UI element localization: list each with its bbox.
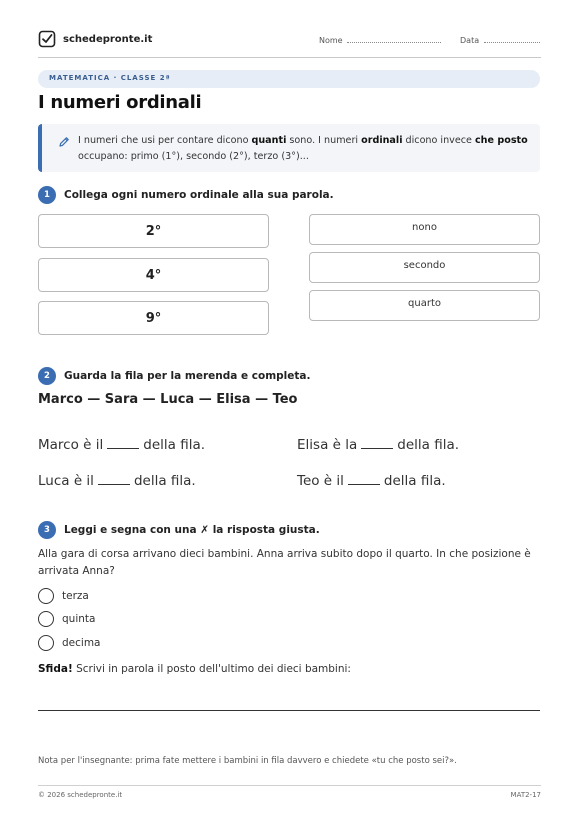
answer-blank[interactable] xyxy=(348,473,380,485)
intro-bold: quanti xyxy=(251,135,287,146)
challenge-prompt xyxy=(38,663,351,675)
name-blank[interactable] xyxy=(347,35,441,43)
option-label: quinta xyxy=(62,613,96,625)
question-paragraph: Alla gara di corsa arrivano dieci bambini. Anna arriva subito dopo il quarto. In che posizione è arrivata Anna? xyxy=(38,548,531,577)
teacher-note: Nota per l'insegnante: prima fate mettere i bambini in fila davvero e chiedete «tu che posto sei?». xyxy=(38,756,457,766)
question-number: 1 xyxy=(38,186,56,204)
site-name: schedepronte.it xyxy=(63,33,153,45)
question-3-header xyxy=(38,521,320,539)
ordinal-number-box[interactable]: 4° xyxy=(38,258,269,292)
fill-sentence xyxy=(297,437,459,453)
answer-option[interactable] xyxy=(38,635,100,651)
answer-option[interactable] xyxy=(38,588,89,604)
challenge-label: Sfida! xyxy=(38,663,73,675)
challenge-text: Scrivi in parola il posto dell'ultimo dei dieci bambini: xyxy=(72,663,351,675)
sentence-start: Luca è il xyxy=(38,473,94,489)
answer-option[interactable] xyxy=(38,611,95,627)
intro-part: occupano: primo (1°), secondo (2°), terzo (3°)... xyxy=(78,151,309,162)
header-divider xyxy=(38,57,541,58)
radio-circle[interactable] xyxy=(38,588,54,604)
copyright: © 2026 schedepronte.it xyxy=(38,791,123,799)
question-number: 3 xyxy=(38,521,56,539)
fill-sentence xyxy=(38,473,196,489)
radio-circle[interactable] xyxy=(38,635,54,651)
option-label: decima xyxy=(62,637,101,649)
ordinal-word-box[interactable]: quarto xyxy=(309,290,540,321)
sentence-end: della fila. xyxy=(143,437,206,453)
intro-part: dicono invece xyxy=(402,135,475,146)
question-1-header xyxy=(38,186,334,204)
challenge-answer-line[interactable] xyxy=(38,710,540,711)
option-label: terza xyxy=(62,590,89,602)
date-blank[interactable] xyxy=(484,35,540,43)
fill-sentence xyxy=(297,473,446,489)
sentence-end: della fila. xyxy=(383,473,446,489)
question-text: Collega ogni numero ordinale alla sua parola. xyxy=(64,189,334,201)
intro-box xyxy=(38,124,540,172)
ordinal-word-box[interactable]: secondo xyxy=(309,252,540,283)
ordinal-number-box[interactable]: 9° xyxy=(38,301,269,335)
sentence-start: Marco è il xyxy=(38,437,104,453)
sentence-start: Elisa è la xyxy=(297,437,358,453)
name-label: Nome xyxy=(319,36,343,45)
fill-sentence xyxy=(38,437,205,453)
intro-part: I numeri che usi per contare dicono xyxy=(78,135,252,146)
name-field xyxy=(319,35,441,45)
intro-bold: ordinali xyxy=(361,135,403,146)
intro-bold: che posto xyxy=(475,135,528,146)
snack-queue: Marco — Sara — Luca — Elisa — Teo xyxy=(38,392,298,407)
ordinal-number-box[interactable]: 2° xyxy=(38,214,269,248)
answer-blank[interactable] xyxy=(107,437,139,449)
brand xyxy=(38,30,152,48)
radio-circle[interactable] xyxy=(38,611,54,627)
pencil-icon xyxy=(58,136,70,148)
question-text: Guarda la fila per la merenda e completa. xyxy=(64,370,311,382)
answer-blank[interactable] xyxy=(98,473,130,485)
sheet-code: MAT2-17 xyxy=(510,791,541,799)
intro-part: sono. I numeri xyxy=(286,135,362,146)
intro-text xyxy=(78,133,528,165)
footer-divider xyxy=(38,785,541,786)
question-text: Leggi e segna con una ✗ la risposta giusta. xyxy=(64,524,320,536)
question-2-header xyxy=(38,367,310,385)
answer-blank[interactable] xyxy=(361,437,393,449)
sentence-end: della fila. xyxy=(397,437,460,453)
subject-badge: MATEMATICA · CLASSE 2ª xyxy=(38,70,540,88)
ordinal-word-box[interactable]: nono xyxy=(309,214,540,245)
page-title: I numeri ordinali xyxy=(38,92,202,113)
sentence-start: Teo è il xyxy=(297,473,344,489)
checkbox-icon xyxy=(38,30,56,48)
date-field xyxy=(460,35,540,45)
question-number: 2 xyxy=(38,367,56,385)
date-label: Data xyxy=(460,36,480,45)
sentence-end: della fila. xyxy=(133,473,196,489)
